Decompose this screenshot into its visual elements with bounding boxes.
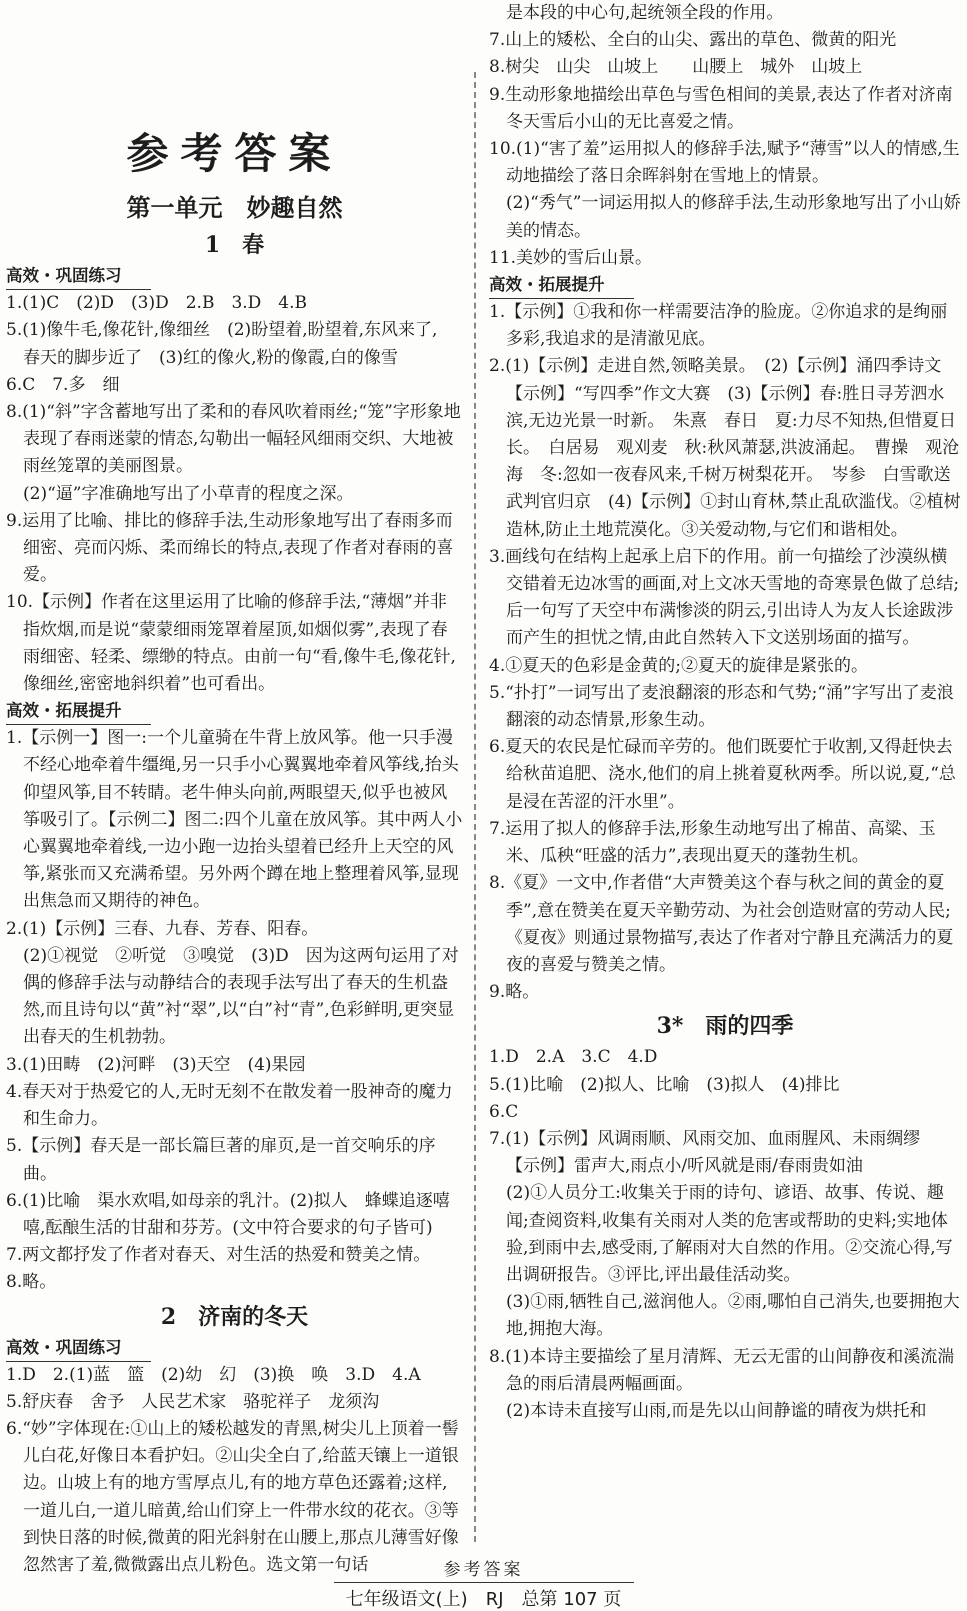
answer-item: 7.两文都抒发了作者对春天、对生活的热爱和赞美之情。 [6,1245,431,1266]
answer-continuation: (2)“秀气”一词运用拟人的修辞手法,生动形象地写出了小山娇美的情态。 [506,193,961,241]
answer-item: 6.“妙”字体现在:①山上的矮松越发的青黑,树尖儿上顶着一髻儿白花,好像日本看护妇。②山尖全白了,给蓝天镶上一道银边。山坡上有的地方雪厚点儿,有的地方草色还露着;这样,一道儿白,一道儿暗黄,给山们穿上一件带水纹的花衣。③等到快日落的时候,微黄的阳光斜射在山腰上,那点儿薄雪好像忽然害了羞,微微露出点儿粉色。选文第一句话 [6,1418,459,1575]
answer-item: 1.D 2.(1)蓝 篮 (2)幼 幻 (3)换 唤 3.D 4.A [6,1364,421,1385]
answer-continuation: (2)①人员分工:收集关于雨的诗句、谚语、故事、传说、趣闻;查阅资料,收集有关雨对人类的危害或帮助的史料;实地体验,到雨中去,感受雨,了解雨对大自然的作用。②交流心得,写出调研报告。③评比,评出最佳活动奖。 [506,1183,953,1285]
answer-continuation: 【示例】雷声大,雨点小/听风就是雨/春雨贵如油 [506,1156,863,1177]
answer-continuation: (2)①视觉 ②听觉 ③嗅觉 (3)D 因为这两句运用了对偶的修辞手法与动静结合的表现手法写出了春天的生机盎然,而且诗句以“黄”衬“翠”,以“白”衬“青”,色彩鲜明,更突显出春天的生机勃勃。 [23,945,459,1048]
left-column [6,0,463,1579]
answer-item: 4.①夏天的色彩是金黄的;②夏天的旋律是紧张的。 [489,655,868,676]
right-column [489,0,961,1425]
footer-head: 参考答案 [443,1560,524,1580]
answer-item: 8.树尖 山尖 山坡上 山腰上 城外 山坡上 [489,57,863,78]
answer-item: 7.山上的矮松、全白的山尖、露出的草色、微黄的阳光 [489,30,897,51]
answer-item: 6.夏天的农民是忙碌而辛劳的。他们既要忙于收割,又得赶快去给秋苗追肥、浇水,他们的肩上挑着夏秋两季。所以说,夏,“总是浸在苦涩的汗水里”。 [489,737,956,812]
answer-item: 2.(1)【示例】走进自然,领略美景。 (2)【示例】涌四季诗文【示例】“写四季”作文大赛 (3)【示例】春:胜日寻芳泗水滨,无边光景一时新。 朱熹 春日 夏:力尽不知热,但惜夏日长。 白居易 观刈麦 秋:秋风萧瑟,洪波涌起。 曹操 观沧海 冬:忽如一夜春风来,千树万树梨花开。 岑参 白雪歌送武判官归京 (4)【示例】①封山育林,禁止乱砍滥伐。②植树造林,防止土地荒漠化。③关爱动物,与它们和谐相处。 [489,356,961,540]
answer-item: 11.美妙的雪后山景。 [489,247,653,268]
answer-item: 8.(1)“斜”字含蓄地写出了柔和的春风吹着雨丝;“笼”字形象地表现了春雨迷蒙的情态,勾勒出一幅轻风细雨交织、大地被雨丝笼罩的美丽图景。 [6,402,461,477]
answer-item: 1.(1)C (2)D (3)D 2.B 3.D 4.B [6,293,308,314]
answer-item: 10.(1)“害了羞”运用拟人的修辞手法,赋予“薄雪”以人的情感,生动地描绘了落日余晖斜射在雪地上的情景。 [489,139,960,187]
answer-item: 9.生动形象地描绘出草色与雪色相间的美景,表达了作者对济南冬天雪后小山的无比喜爱之情。 [489,84,953,132]
answer-item: 4.春天对于热爱它的人,无时无刻不在散发着一股神奇的魔力和生命力。 [6,1081,453,1130]
answer-item: 5.“扑打”一词写出了麦浪翻滚的形态和气势;“涌”字写出了麦浪翻滚的动态情景,形象生动。 [489,682,954,731]
section-heading: 高效・拓展提升 [6,698,151,725]
answer-item: 7.运用了拟人的修辞手法,形象生动地写出了棉苗、高粱、玉米、瓜秧“旺盛的活力”,表现出夏天的蓬勃生机。 [489,818,936,867]
answer-continuation: (3)①雨,牺牲自己,滋润他人。②雨,哪怕自己消失,也要拥抱大地,拥抱大海。 [506,1292,960,1340]
answer-item: 8.略。 [6,1272,57,1293]
answer-item: 5.【示例】春天是一部长篇巨著的扉页,是一首交响乐的序曲。 [6,1136,436,1184]
answer-item: 1.D 2.A 3.C 4.D [489,1047,658,1068]
answer-item: 5.舒庆春 舍予 人民艺术家 骆驼祥子 龙须沟 [6,1391,380,1412]
answer-item: 6.C 7.多 细 [6,374,120,395]
answer-item: 1.【示例】①我和你一样需要洁净的脸庞。②你追求的是绚丽多彩,我追求的是清澈见底。 [489,302,948,350]
lesson-heading: 2 济南的冬天 [160,1303,309,1330]
answer-item: 6.C [489,1101,519,1122]
section-heading: 高效・巩固练习 [6,1335,151,1362]
answer-item: 8.(1)本诗主要描绘了星月清辉、无云无雷的山间静夜和溪流湍急的雨后清晨两幅画面。 [489,1346,955,1394]
section-heading: 高效・拓展提升 [489,272,634,299]
answer-item: 5.(1)比喻 (2)拟人、比喻 (3)拟人 (4)排比 [489,1074,840,1095]
answer-item: 5.(1)像牛毛,像花针,像细丝 (2)盼望着,盼望着,东风来了, [6,320,438,341]
answer-item: 1.【示例一】图一:一个儿童骑在牛背上放风筝。他一只手漫不经心地牵着牛缰绳,另一只手小心翼翼地牵着风筝线,抬头仰望风筝,目不转睛。老牛伸头向前,两眼望天,似乎也被风筝吸引了。【示例二】图二:四个儿童在放风筝。其中两人小心翼翼地牵着线,一边小跑一边抬头望着已经升上天空的风筝,紧张而又充满希望。另外两个蹲在地上整理着风筝,显现出焦急而又期待的神色。 [6,728,463,912]
section-heading: 高效・巩固练习 [6,263,151,290]
answer-item: 6.(1)比喻 渠水欢唱,如母亲的乳汁。(2)拟人 蜂蝶追逐嘻嘻,酝酿生活的甘甜和芬芳。(文中符合要求的句子皆可) [6,1190,450,1238]
answer-item: 3.画线句在结构上起承上启下的作用。前一句描绘了沙漠纵横交错着无边冰雪的画面,对上文冰天雪地的奇寒景色做了总结;后一句写了天空中布满惨淡的阴云,引出诗人为友人长途跋涉而产生的担忧之情,由此自然转入下文送别场面的描写。 [489,546,960,649]
answer-item: 10.【示例】作者在这里运用了比喻的修辞手法,“薄烟”并非指炊烟,而是说“蒙蒙细雨笼罩着屋顶,如烟似雾”,表现了春雨细密、轻柔、缥缈的特点。由前一句“看,像牛毛,像花针,像细丝,密密地斜织着”也可看出。 [6,592,456,695]
answer-continuation: 春天的脚步近了 (3)红的像火,粉的像霞,白的像雪 [23,347,398,368]
answer-item: 8.《夏》一文中,作者借“大声赞美这个春与秋之间的黄金的夏季”,意在赞美在夏天辛勤劳动、为社会创造财富的劳动人民;《夏夜》则通过景物描写,表达了作者对宁静且充满活力的夏夜的喜爱与赞美之情。 [489,873,954,975]
lesson-heading: 3* 雨的四季 [656,1013,794,1040]
answer-continuation: (2)本诗未直接写山雨,而是先以山间静谧的晴夜为烘托和 [506,1400,927,1421]
left-content [6,229,463,1579]
footer-rule [334,1582,634,1583]
answer-item: 2.(1)【示例】三春、九春、芳春、阳春。 [6,918,319,939]
right-content [489,0,961,1425]
page-footer [0,1555,967,1611]
answer-item: 7.(1)【示例】风调雨顺、风雨交加、血雨腥风、未雨绸缪 [489,1128,921,1149]
answer-item: 3.(1)田畴 (2)河畔 (3)天空 (4)果园 [6,1054,306,1075]
answer-continuation: 是本段的中心句,起统领全段的作用。 [506,3,784,23]
column-divider [474,72,476,1542]
page-title: 参考答案 [126,129,343,178]
answer-item: 9.运用了比喻、排比的修辞手法,生动形象地写出了春雨多而细密、亮而闪烁、柔而绵长的特点,表现了作者对春雨的喜爱。 [6,510,454,586]
answer-item: 9.略。 [489,982,540,1003]
lesson-heading: 1 春 [204,232,265,259]
answer-continuation: (2)“逼”字准确地写出了小草青的程度之深。 [23,483,354,504]
unit-heading: 第一单元 妙趣自然 [126,193,343,223]
footer-line: 七年级语文(上) RJ 总第 107 页 [345,1589,622,1610]
